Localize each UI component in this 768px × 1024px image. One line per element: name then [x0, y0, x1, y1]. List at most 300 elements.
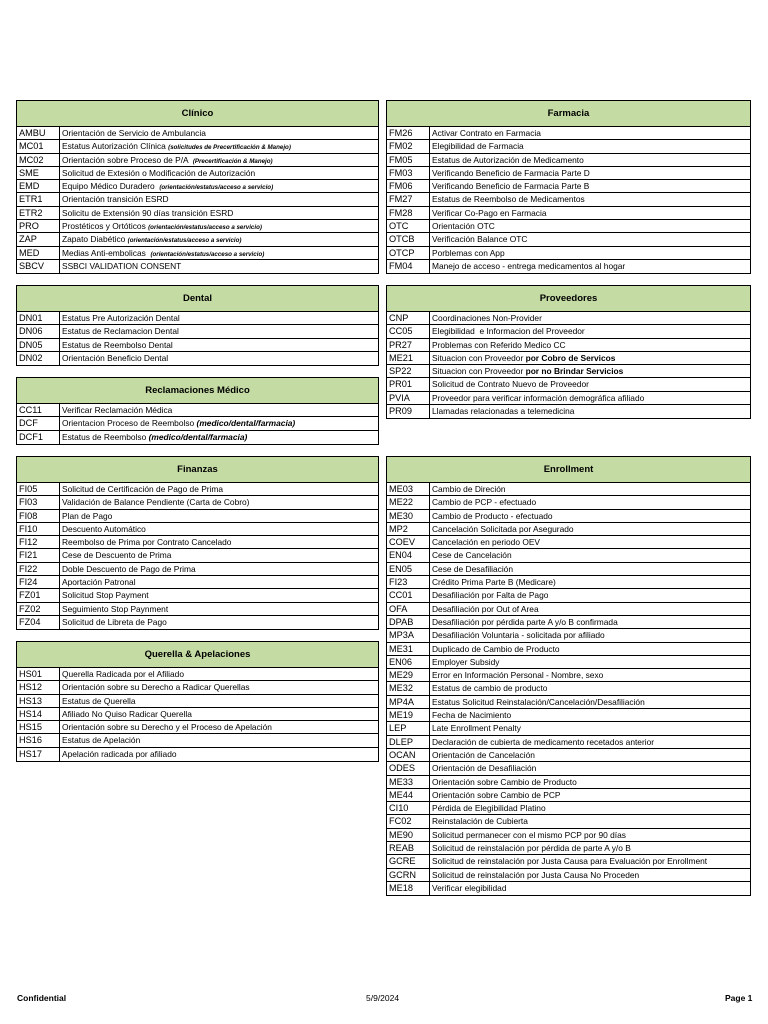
code-cell: HS12	[17, 681, 60, 693]
table-row	[387, 523, 750, 536]
description-text: Solicitud de Contrato Nuevo de Proveedor	[432, 379, 589, 390]
code-cell: EMD	[17, 180, 60, 192]
description-cell	[430, 629, 750, 641]
code-cell: ME19	[387, 709, 430, 721]
code-cell: FI22	[17, 563, 60, 575]
description-text: Desafiliación por Out of Area	[432, 603, 539, 614]
table-row	[387, 167, 750, 180]
table-row	[387, 536, 750, 549]
description-cell	[430, 682, 750, 694]
description-text: Orientación sobre Proceso de P/A	[62, 154, 193, 165]
description-cell	[430, 496, 750, 508]
table-row	[387, 352, 750, 365]
code-cell: CC05	[387, 325, 430, 337]
code-cell: ME21	[387, 352, 430, 364]
description-text: Estatus Solicitud Reinstalación/Cancelación/Desafiliación	[432, 696, 645, 707]
description-cell	[60, 708, 378, 720]
table-row	[387, 510, 750, 523]
code-cell: FM05	[387, 154, 430, 166]
description-cell	[60, 325, 378, 337]
description-text: Coordinaciones Non-Provider	[432, 313, 542, 323]
table-row	[17, 748, 378, 761]
code-cell: EN04	[387, 549, 430, 561]
description-text: Descuento Automático	[62, 523, 146, 534]
description-cell	[430, 167, 750, 179]
code-cell: FI23	[387, 576, 430, 588]
description-text: Desafiliación Voluntaria - solicitada por afiliado	[432, 630, 605, 641]
description-cell	[430, 127, 750, 139]
description-cell	[60, 417, 378, 429]
table-row	[17, 695, 378, 708]
description-text: Verificando Beneficio de Farmacia Parte B	[432, 181, 590, 192]
description-text: Situacion con Proveedor	[432, 352, 526, 363]
code-cell: OTC	[387, 220, 430, 232]
description-text: Activar Contrato en Farmacia	[432, 128, 541, 138]
code-cell: FM06	[387, 180, 430, 192]
table-header: Farmacia	[387, 101, 750, 127]
table-row	[17, 721, 378, 734]
table-row	[387, 603, 750, 616]
table-row	[387, 483, 750, 496]
code-cell: MP2	[387, 523, 430, 535]
table-row	[387, 842, 750, 855]
code-cell: HS01	[17, 668, 60, 680]
table-row	[387, 339, 750, 352]
description-text: Seguimiento Stop Paynment	[62, 603, 169, 614]
description-cell	[430, 749, 750, 761]
code-cell: DN05	[17, 339, 60, 351]
description-text: Employer Subsidy	[432, 656, 500, 667]
description-text: Verificar elegibilidad	[432, 882, 507, 893]
code-cell: DN01	[17, 312, 60, 324]
description-cell	[60, 536, 378, 548]
description-cell	[430, 523, 750, 535]
description-cell	[60, 695, 378, 707]
table-row	[17, 127, 378, 140]
description-cell	[60, 549, 378, 561]
description-note: (orientación/estatus/acceso a servicio)	[127, 237, 242, 245]
code-cell: PRO	[17, 220, 60, 232]
description-text: Solicitud de Extesión o Modificación de Autorización	[62, 167, 256, 178]
description-cell	[430, 762, 750, 774]
table-row	[387, 247, 750, 260]
code-cell: HS13	[17, 695, 60, 707]
code-cell: OFA	[387, 603, 430, 615]
table-row	[387, 762, 750, 775]
description-cell	[60, 312, 378, 324]
description-cell	[430, 549, 750, 561]
code-cell: OTCP	[387, 247, 430, 259]
description-text: Orientacion Proceso de Reembolso	[62, 418, 197, 429]
description-cell	[60, 496, 378, 508]
description-cell	[430, 352, 750, 364]
description-text: Error en Información Personal - Nombre, sexo	[432, 670, 604, 681]
code-cell: EN06	[387, 656, 430, 668]
table-row	[17, 668, 378, 681]
description-cell	[430, 722, 750, 734]
description-text: Verificar Reclamación Médica	[62, 405, 173, 415]
description-text: Solicitud Stop Payment	[62, 590, 149, 601]
code-cell: FI12	[17, 536, 60, 548]
table-row	[387, 496, 750, 509]
description-cell	[60, 339, 378, 351]
code-cell: DCF	[17, 417, 60, 429]
description-cell	[430, 405, 750, 418]
table-row	[387, 629, 750, 642]
description-text: Aportación Patronal	[62, 577, 136, 588]
table-row	[17, 549, 378, 562]
code-cell: GCRE	[387, 855, 430, 867]
code-cell: DLEP	[387, 736, 430, 748]
code-cell: MED	[17, 247, 60, 259]
description-text: Orientación de Cancelación	[432, 749, 535, 760]
code-cell: PVIA	[387, 392, 430, 404]
description-text: Duplicado de Cambio de Producto	[432, 643, 560, 654]
table-row	[17, 417, 378, 430]
table-row	[387, 669, 750, 682]
description-text: Orientación OTC	[432, 221, 495, 232]
description-text: Estatus de Apelación	[62, 735, 141, 746]
description-emphasis: por Cobro de Servicos	[525, 352, 616, 363]
description-cell	[430, 483, 750, 495]
description-text: Solicitud de reinstalación por Justa Causa para Evaluación por Enrollment	[432, 856, 708, 867]
table-row	[387, 127, 750, 140]
code-cell: DN06	[17, 325, 60, 337]
table-row	[387, 882, 750, 895]
description-text: Llamadas relacionadas a telemedicina	[432, 406, 575, 417]
code-cell: ODES	[387, 762, 430, 774]
code-cell: MC01	[17, 140, 60, 152]
table-row	[387, 140, 750, 153]
table-row	[17, 431, 378, 444]
description-text: Cancelación en periodo OEV	[432, 537, 541, 548]
description-cell	[60, 563, 378, 575]
code-cell: EN05	[387, 563, 430, 575]
code-cell: ME29	[387, 669, 430, 681]
code-cell: FC02	[387, 815, 430, 827]
description-text: Estatus Pre Autorización Dental	[62, 313, 180, 323]
code-cell: FM27	[387, 193, 430, 205]
code-cell: CI10	[387, 802, 430, 814]
table-dental	[16, 285, 379, 366]
description-note: (medico/dental/farmacia)	[148, 431, 248, 442]
description-text: Cese de Desafiliación	[432, 563, 514, 574]
description-text: Cambio de Direción	[432, 484, 506, 494]
code-cell: ME44	[387, 789, 430, 801]
code-cell: FI24	[17, 576, 60, 588]
code-cell: PR27	[387, 339, 430, 351]
description-text: Reinstalación de Cubierta	[432, 816, 528, 827]
description-text: Orientación sobre su Derecho y el Proceso de Apelación	[62, 722, 272, 733]
description-cell	[430, 736, 750, 748]
description-text: Cese de Descuento de Prima	[62, 550, 172, 561]
description-cell	[430, 696, 750, 708]
description-text: Prostéticos y Ortóticos	[62, 221, 149, 232]
table-row	[17, 510, 378, 523]
description-text: Afiliado No Quiso Radicar Querella	[62, 708, 192, 719]
description-cell	[60, 616, 378, 629]
code-cell: PR01	[387, 378, 430, 390]
description-cell	[60, 352, 378, 365]
description-emphasis: por no Brindar Servicios	[525, 366, 624, 377]
table-row	[17, 523, 378, 536]
description-note: (medico/dental/farmacia)	[196, 418, 296, 429]
table-proveedores	[386, 285, 751, 419]
description-note: (Precertificación & Manejo)	[192, 157, 273, 165]
description-cell	[60, 721, 378, 733]
description-cell	[60, 748, 378, 761]
code-cell: FM04	[387, 260, 430, 273]
table-row	[387, 656, 750, 669]
table-farmacia	[386, 100, 751, 274]
description-cell	[430, 815, 750, 827]
table-row	[17, 404, 378, 417]
description-cell	[60, 167, 378, 179]
code-cell: CNP	[387, 312, 430, 324]
description-cell	[60, 589, 378, 601]
table-row	[17, 734, 378, 747]
description-cell	[430, 392, 750, 404]
footer-page-number: Page 1	[725, 993, 753, 1003]
description-text: Orientación sobre Cambio de PCP	[432, 789, 561, 800]
description-text: SSBCI VALIDATION CONSENT	[62, 260, 182, 271]
code-cell: FZ02	[17, 603, 60, 615]
code-cell: OTCB	[387, 233, 430, 245]
description-cell	[430, 510, 750, 522]
table-row	[17, 325, 378, 338]
table-header: Reclamaciones Médico	[17, 378, 378, 404]
description-cell	[60, 260, 378, 273]
description-text: Orientación sobre su Derecho a Radicar Querellas	[62, 682, 250, 693]
code-cell: DPAB	[387, 616, 430, 628]
code-cell: FI05	[17, 483, 60, 495]
description-cell	[60, 483, 378, 495]
description-cell	[430, 603, 750, 615]
table-row	[17, 616, 378, 629]
table-row	[387, 193, 750, 206]
description-cell	[60, 247, 378, 259]
description-cell	[60, 207, 378, 219]
code-cell: FM26	[387, 127, 430, 139]
table-row	[387, 789, 750, 802]
table-row	[387, 207, 750, 220]
code-cell: AMBU	[17, 127, 60, 139]
description-cell	[430, 589, 750, 601]
description-cell	[60, 180, 378, 192]
description-text: Situacion con Proveedor	[432, 366, 526, 377]
code-cell: HS16	[17, 734, 60, 746]
table-row	[387, 749, 750, 762]
description-text: Orientación sobre Cambio de Producto	[432, 776, 577, 787]
description-note: (solicitudes de Precertificación & Manejo)	[168, 144, 291, 152]
description-text: Orientación Beneficio Dental	[62, 352, 169, 363]
table-row	[387, 736, 750, 749]
code-cell: CC01	[387, 589, 430, 601]
table-header: Querella & Apelaciones	[17, 642, 378, 668]
description-text: Solicitud de reinstalación por Justa Causa No Proceden	[432, 869, 640, 880]
description-text: Problemas con Referido Medico CC	[432, 339, 566, 350]
description-cell	[60, 193, 378, 205]
description-cell	[430, 536, 750, 548]
description-text: Crédito Prima Parte B (Medicare)	[432, 577, 556, 588]
table-row	[387, 576, 750, 589]
description-text: Plan de Pago	[62, 510, 113, 521]
description-text: Zapato Diabético	[62, 234, 128, 245]
description-text: Solicitud de Libreta de Pago	[62, 616, 167, 627]
description-text: Desafiliación por Falta de Pago	[432, 590, 549, 601]
code-cell: FI08	[17, 510, 60, 522]
table-header: Finanzas	[17, 457, 378, 483]
description-cell	[430, 882, 750, 895]
description-text: Cese de Cancelación	[432, 550, 512, 561]
code-cell: FI03	[17, 496, 60, 508]
code-cell: ME32	[387, 682, 430, 694]
table-row	[17, 140, 378, 153]
code-cell: DN02	[17, 352, 60, 365]
code-cell: DCF1	[17, 431, 60, 444]
code-cell: FZ01	[17, 589, 60, 601]
description-text: Estatus de Autorización de Medicamento	[432, 154, 584, 165]
code-cell: SBCV	[17, 260, 60, 273]
code-cell: MC02	[17, 154, 60, 166]
table-row	[17, 576, 378, 589]
description-cell	[430, 869, 750, 881]
table-row	[17, 247, 378, 260]
description-text: Verificación Balance OTC	[432, 234, 528, 245]
description-text: Fecha de Nacimiento	[432, 710, 512, 721]
description-text: Elegibilidad de Farmacia	[432, 141, 524, 152]
table-reclamaciones	[16, 377, 379, 445]
table-row	[17, 260, 378, 273]
table-header: Clínico	[17, 101, 378, 127]
description-text: Estatus Autorización Clínica	[62, 141, 169, 152]
table-row	[387, 709, 750, 722]
description-text: Verificar Co-Pago en Farmacia	[432, 207, 547, 218]
description-text: Solicitud permanecer con el mismo PCP por 90 días	[432, 829, 626, 840]
description-cell	[430, 140, 750, 152]
description-cell	[60, 523, 378, 535]
table-clinico	[16, 100, 379, 274]
description-text: Porblemas con App	[432, 247, 505, 258]
table-row	[17, 603, 378, 616]
description-cell	[60, 140, 378, 152]
description-text: Reembolso de Prima por Contrato Cancelado	[62, 537, 232, 548]
table-header: Dental	[17, 286, 378, 312]
table-row	[17, 589, 378, 602]
description-cell	[430, 220, 750, 232]
table-row	[387, 682, 750, 695]
table-row	[17, 681, 378, 694]
description-cell	[430, 233, 750, 245]
description-cell	[60, 668, 378, 680]
description-cell	[430, 709, 750, 721]
code-cell: HS17	[17, 748, 60, 761]
description-cell	[430, 325, 750, 337]
description-text: Orientación de Servicio de Ambulancia	[62, 128, 206, 138]
code-cell: ME22	[387, 496, 430, 508]
table-row	[17, 339, 378, 352]
code-cell: MP3A	[387, 629, 430, 641]
table-row	[387, 563, 750, 576]
code-cell: FI21	[17, 549, 60, 561]
table-row	[17, 154, 378, 167]
code-cell: ZAP	[17, 233, 60, 245]
table-row	[387, 829, 750, 842]
code-cell: FZ04	[17, 616, 60, 629]
code-cell: ME33	[387, 776, 430, 788]
table-row	[387, 549, 750, 562]
description-cell	[430, 802, 750, 814]
table-finanzas	[16, 456, 379, 630]
description-cell	[430, 260, 750, 273]
table-row	[387, 815, 750, 828]
table-row	[387, 616, 750, 629]
description-text: Manejo de acceso - entrega medicamentos al hogar	[432, 260, 626, 271]
description-text: Elegibilidad e Informacion del Proveedor	[432, 326, 585, 337]
table-row	[17, 207, 378, 220]
description-text: Querella Radicada por el Afiliado	[62, 669, 184, 679]
table-enrollment	[386, 456, 751, 896]
table-row	[17, 563, 378, 576]
code-cell: ME18	[387, 882, 430, 895]
code-cell: FI10	[17, 523, 60, 535]
table-row	[387, 589, 750, 602]
code-cell: MP4A	[387, 696, 430, 708]
description-cell	[60, 681, 378, 693]
description-text: Cambio de PCP - efectuado	[432, 497, 537, 508]
table-row	[17, 233, 378, 246]
code-cell: HS15	[17, 721, 60, 733]
description-text: Validación de Balance Pendiente (Carta de Cobro)	[62, 497, 250, 508]
description-cell	[430, 829, 750, 841]
description-cell	[430, 154, 750, 166]
table-row	[387, 405, 750, 418]
description-text: Solicitud de Certificación de Pago de Prima	[62, 484, 224, 494]
footer-date: 5/9/2024	[366, 993, 400, 1003]
description-text: Estatus de Reembolso Dental	[62, 339, 173, 350]
description-cell	[60, 510, 378, 522]
code-cell: REAB	[387, 842, 430, 854]
table-row	[387, 722, 750, 735]
description-cell	[60, 220, 378, 232]
table-row	[17, 483, 378, 496]
description-cell	[430, 616, 750, 628]
table-row	[387, 869, 750, 882]
table-row	[17, 220, 378, 233]
description-text: Pérdida de Elegibilidad Platino	[432, 803, 546, 814]
description-cell	[60, 404, 378, 416]
code-cell: GCRN	[387, 869, 430, 881]
description-cell	[430, 776, 750, 788]
table-row	[387, 260, 750, 273]
description-text: Orientación transición ESRD	[62, 194, 169, 205]
description-text: Apelación radicada por afiliado	[62, 748, 177, 759]
code-cell: ME03	[387, 483, 430, 495]
code-cell: ME30	[387, 510, 430, 522]
table-row	[17, 352, 378, 365]
description-cell	[430, 193, 750, 205]
description-text: Equipo Médico Duradero	[62, 181, 160, 192]
code-cell: SME	[17, 167, 60, 179]
table-row	[17, 193, 378, 206]
description-text: Proveedor para verificar información demográfica afiliado	[432, 392, 645, 403]
code-cell: ETR2	[17, 207, 60, 219]
code-cell: ETR1	[17, 193, 60, 205]
description-text: Estatus de Reembolso	[62, 431, 149, 442]
description-text: Verificando Beneficio de Farmacia Parte D	[432, 167, 590, 178]
description-cell	[60, 127, 378, 139]
table-row	[387, 180, 750, 193]
